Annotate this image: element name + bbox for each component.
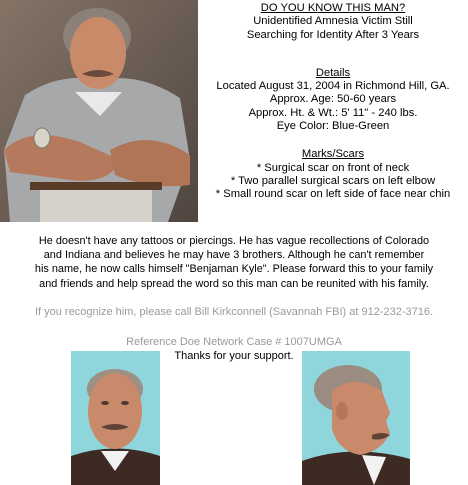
- paragraph-line: and Indiana and believes he may have 3 brothers. Although he can't remember: [43, 249, 425, 262]
- detail-height-weight: Approx. Ht. & Wt.: 5' 11" - 240 lbs.: [248, 106, 418, 119]
- profile-face-illustration: [302, 351, 410, 485]
- mark-elbow: * Two parallel surgical scars on left elbow: [230, 174, 436, 187]
- poster-heading: DO YOU KNOW THIS MAN?: [260, 2, 406, 14]
- description-paragraph: [8, 234, 460, 291]
- paragraph-line: He doesn't have any tattoos or piercings. He has vague recollections of Colorado: [38, 235, 430, 247]
- mark-neck: * Surgical scar on front of neck: [256, 161, 410, 174]
- subtitle-line-2: Searching for Identity After 3 Years: [246, 28, 420, 41]
- mark-chin: * Small round scar on left side of face near chin: [215, 188, 451, 201]
- paragraph-line: his name, he now calls himself "Benjaman Kyle". Please forward this to your family: [34, 263, 434, 276]
- man-leaning-illustration: [0, 0, 198, 222]
- paragraph-line: and friends and help spread the word so this man can be reunited with his family.: [39, 277, 429, 290]
- frontal-portrait: [71, 351, 160, 485]
- main-photo: [0, 0, 198, 222]
- contact-line: If you recognize him, please call Bill Kirkconnell (Savannah FBI) at 912-232-3716.: [34, 306, 434, 318]
- info-column: [198, 0, 468, 202]
- subtitle-line-1: Unidentified Amnesia Victim Still: [253, 15, 413, 28]
- reference-line: Reference Doe Network Case # 1007UMGA: [126, 336, 342, 348]
- marks-heading: Marks/Scars: [301, 148, 365, 161]
- profile-portrait: [302, 351, 410, 485]
- thanks-line: Thanks for your support.: [174, 350, 294, 362]
- detail-eye-color: Eye Color: Blue-Green: [276, 120, 390, 133]
- frontal-face-illustration: [71, 351, 160, 485]
- detail-location: Located August 31, 2004 in Richmond Hill, GA.: [216, 80, 450, 93]
- details-heading: Details: [315, 66, 351, 79]
- detail-age: Approx. Age: 50-60 years: [269, 93, 397, 106]
